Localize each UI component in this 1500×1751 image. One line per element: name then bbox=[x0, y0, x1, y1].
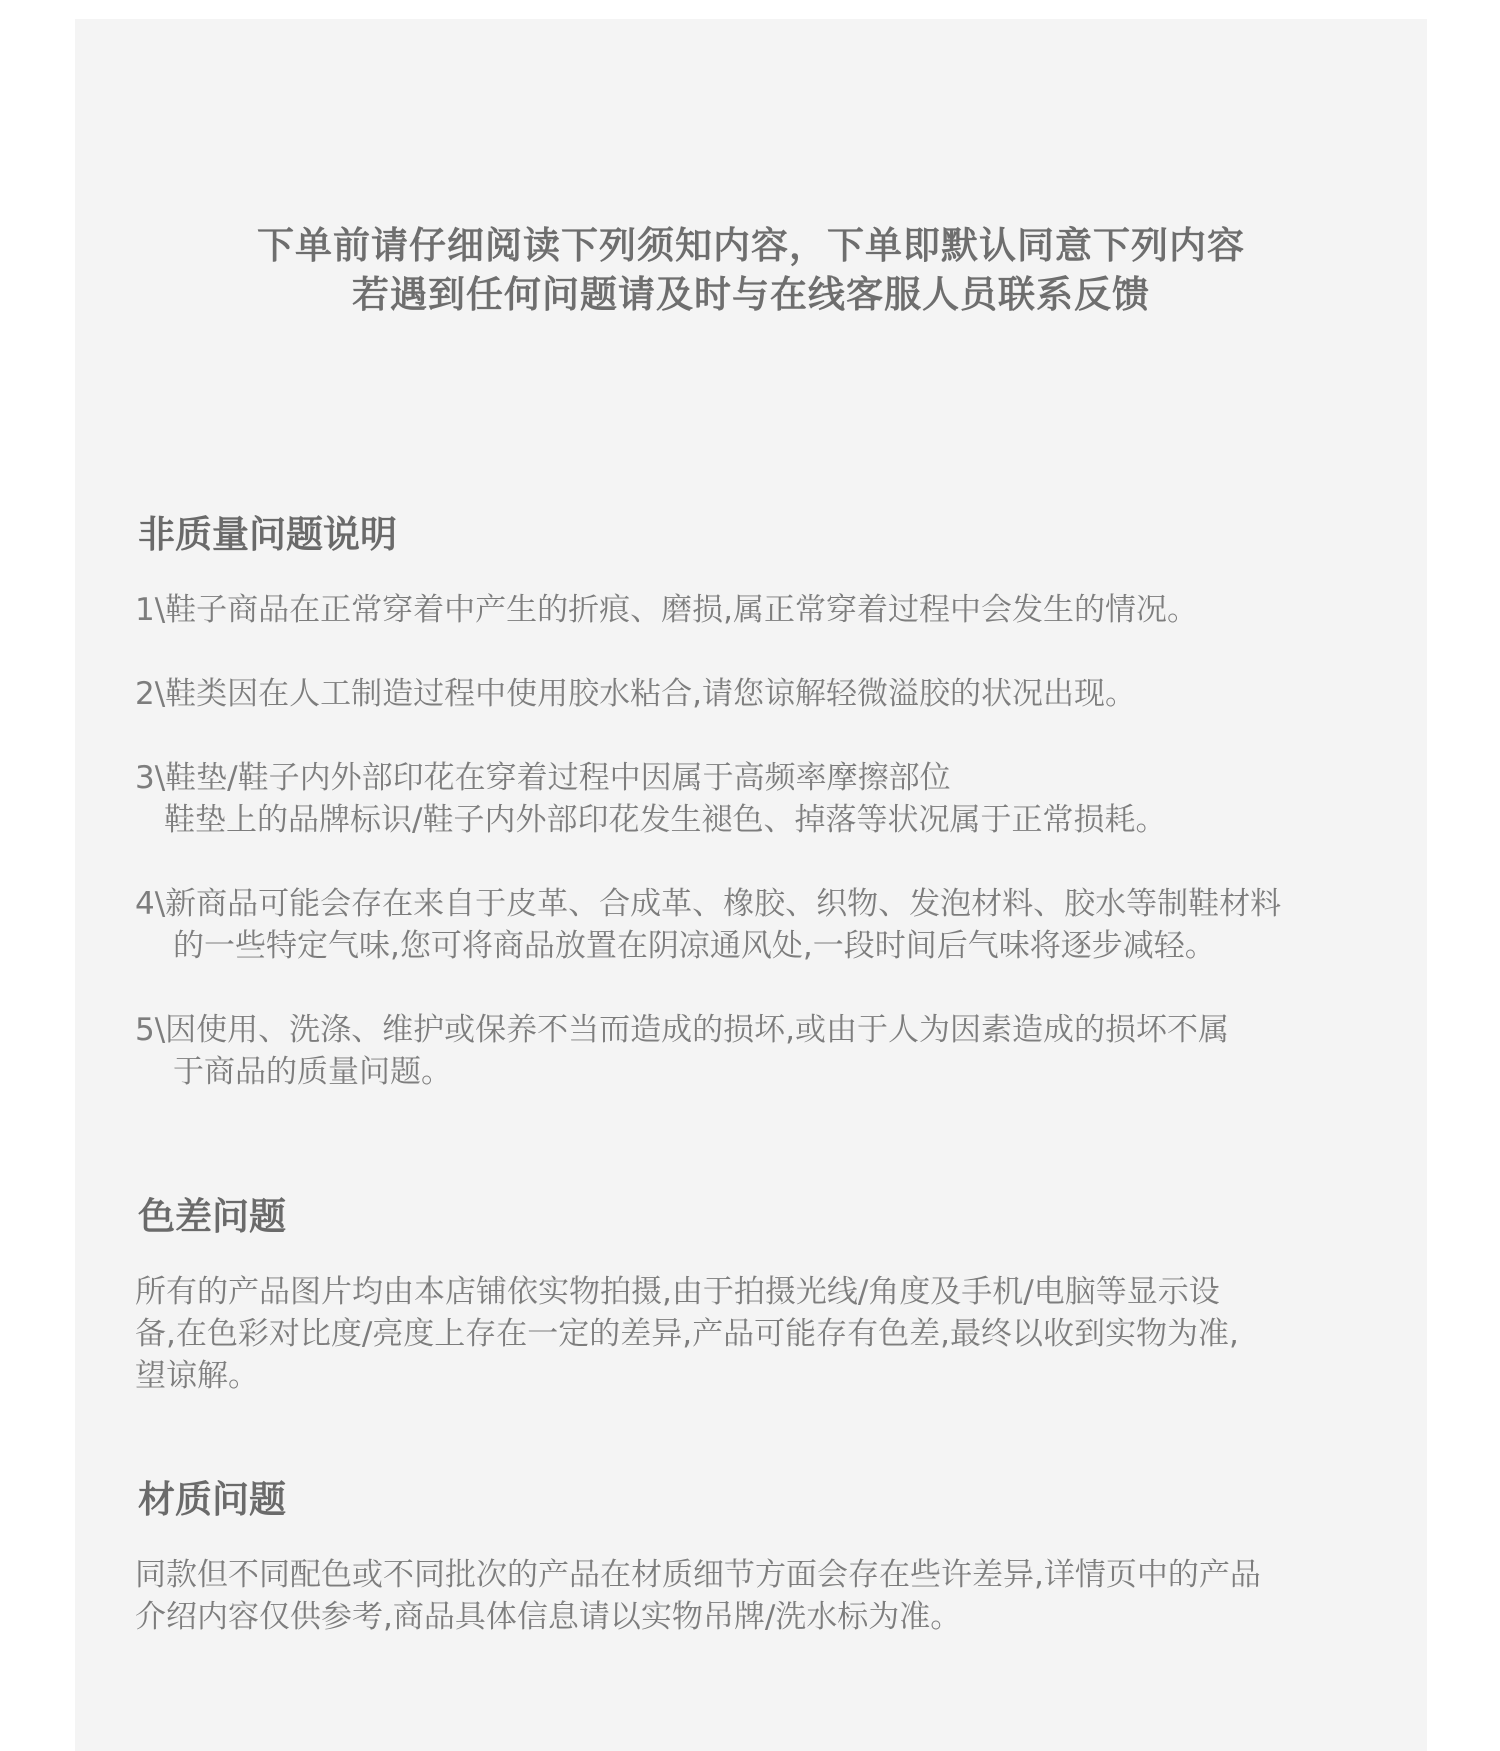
list-item bbox=[135, 589, 1198, 631]
notice-line-1: 下单前请仔细阅读下列须知内容，下单即默认同意下列内容 bbox=[257, 224, 1245, 267]
item-4-text-line-1: 4\新商品可能会存在来自于皮革、合成革、橡胶、织物、发泡材料、胶水等制鞋材料 bbox=[135, 886, 1282, 922]
list-item bbox=[135, 673, 1136, 715]
item-4-text-line-2: 的一些特定气味,您可将商品放置在阴凉通风处,一段时间后气味将逐步减轻。 bbox=[173, 928, 1216, 964]
item-3-text-line-1: 3\鞋垫/鞋子内外部印花在穿着过程中因属于高频率摩擦部位 bbox=[135, 760, 951, 796]
list-item bbox=[135, 883, 1281, 967]
material-line-2: 介绍内容仅供参考,商品具体信息请以实物吊牌/洗水标为准。 bbox=[135, 1599, 962, 1635]
item-5-text-line-2: 于商品的质量问题。 bbox=[173, 1054, 452, 1090]
material-line-1: 同款但不同配色或不同批次的产品在材质细节方面会存在些许差异,详情页中的产品 bbox=[135, 1557, 1261, 1593]
notice-line-2: 若遇到任何问题请及时与在线客服人员联系反馈 bbox=[352, 273, 1150, 316]
item-5-text-line-1: 5\因使用、洗涤、维护或保养不当而造成的损坏,或由于人为因素造成的损坏不属 bbox=[135, 1012, 1230, 1048]
item-3-text-line-2: 鞋垫上的品牌标识/鞋子内外部印花发生褪色、掉落等状况属于正常损耗。 bbox=[164, 802, 1167, 838]
color-diff-line-2: 备,在色彩对比度/亮度上存在一定的差异,产品可能存有色差,最终以收到实物为准, bbox=[135, 1316, 1239, 1352]
section-title-non-quality: 非质量问题说明 bbox=[138, 513, 397, 556]
color-diff-line-3: 望谅解。 bbox=[135, 1358, 259, 1394]
item-1-text: 1\鞋子商品在正常穿着中产生的折痕、磨损,属正常穿着过程中会发生的情况。 bbox=[135, 592, 1199, 628]
material-paragraph bbox=[135, 1554, 1261, 1638]
list-item bbox=[135, 1009, 1229, 1093]
section-title-color-diff: 色差问题 bbox=[138, 1195, 286, 1238]
list-item bbox=[135, 757, 1166, 841]
color-diff-paragraph bbox=[135, 1271, 1239, 1397]
item-2-text: 2\鞋类因在人工制造过程中使用胶水粘合,请您谅解轻微溢胶的状况出现。 bbox=[135, 676, 1137, 712]
color-diff-line-1: 所有的产品图片均由本店铺依实物拍摄,由于拍摄光线/角度及手机/电脑等显示设 bbox=[135, 1274, 1220, 1310]
section-title-material: 材质问题 bbox=[138, 1478, 286, 1521]
notice-panel bbox=[75, 19, 1427, 1751]
order-notice-header bbox=[75, 221, 1427, 319]
